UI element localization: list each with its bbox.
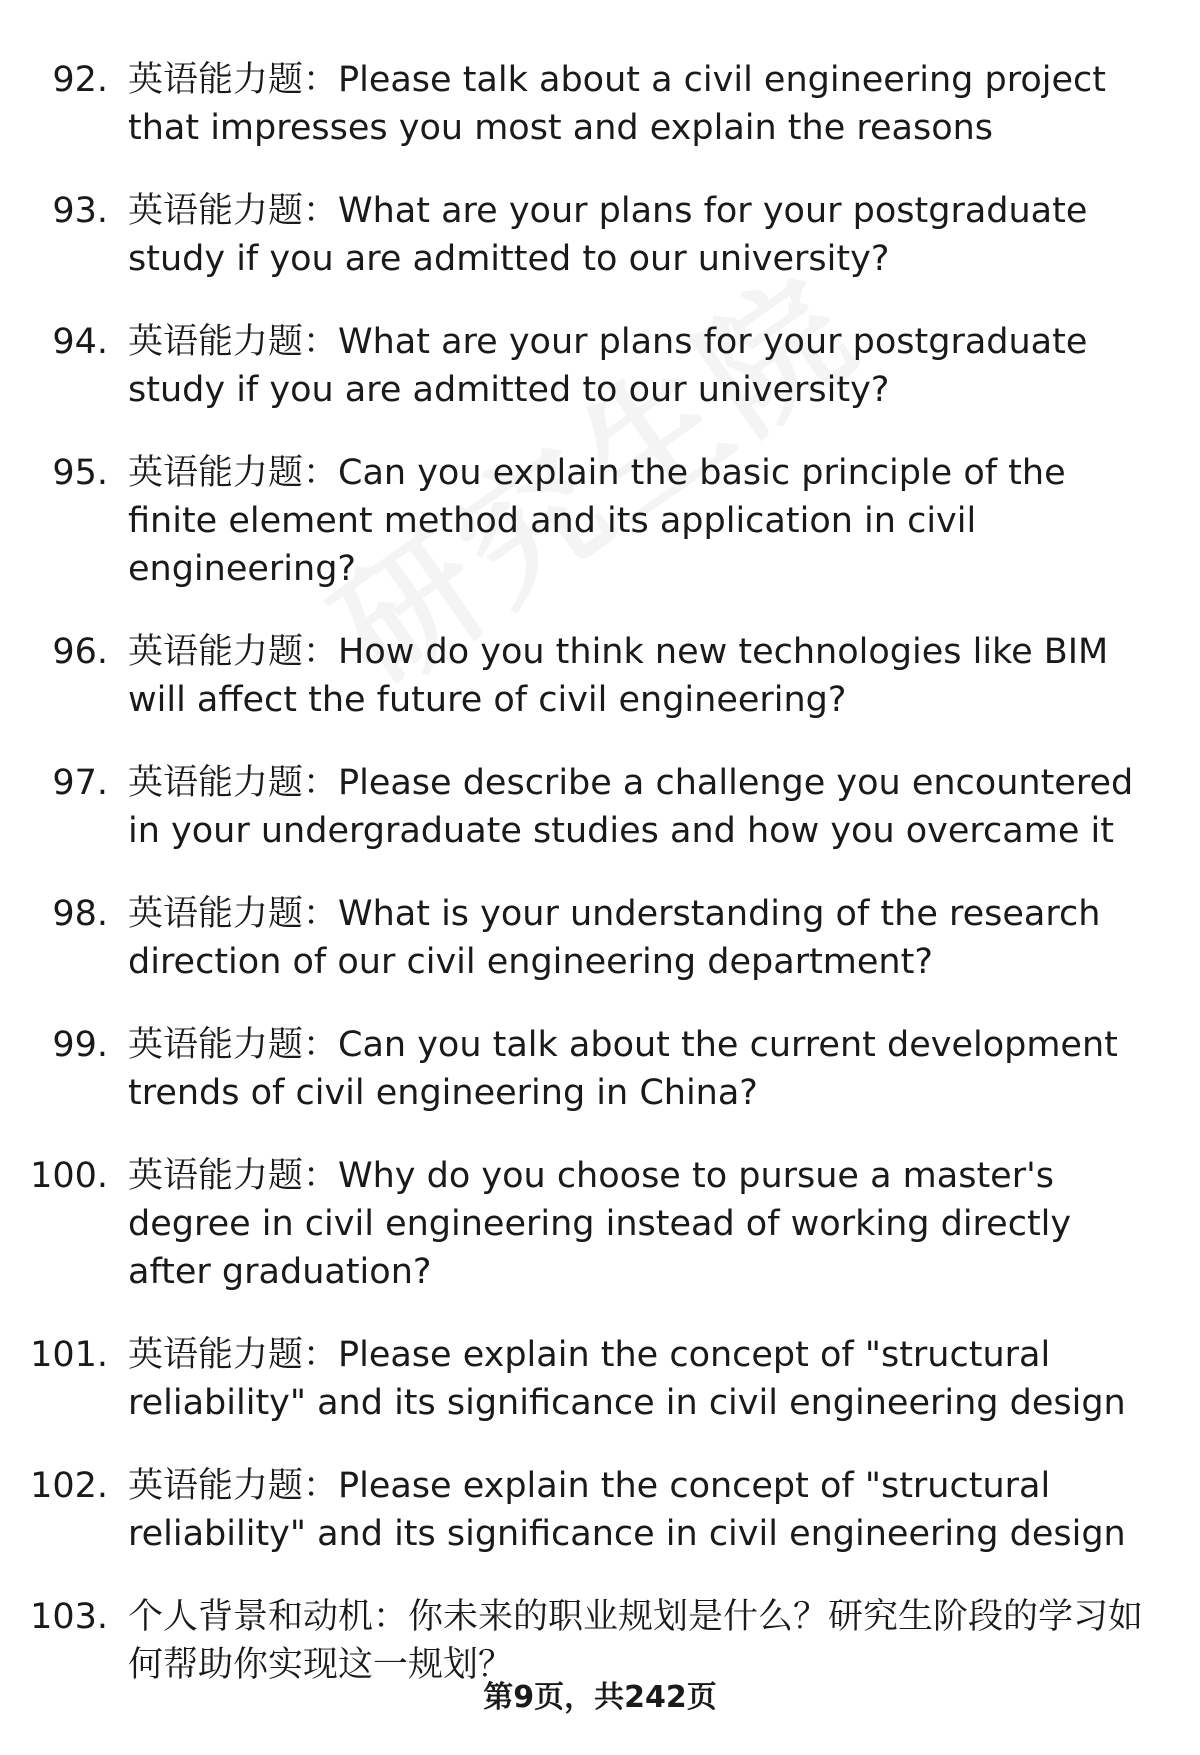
list-item	[0, 56, 1200, 152]
list-item	[0, 890, 1200, 986]
question-text: 英语能力题：Please explain the concept of "structural reliability" and its significance in civil engineering design	[128, 1466, 1126, 1554]
question-number: 101.	[30, 1335, 108, 1375]
question-text: 英语能力题：Can you explain the basic principle of the finite element method and its application in civil engineering?	[128, 453, 1066, 589]
question-text: 英语能力题：What is your understanding of the research direction of our civil engineering department?	[128, 894, 1101, 982]
list-item	[0, 1331, 1200, 1427]
question-number: 93.	[52, 191, 108, 231]
question-number: 99.	[52, 1025, 108, 1065]
list-item	[0, 318, 1200, 414]
question-text: 英语能力题：Can you talk about the current development trends of civil engineering in China?	[128, 1025, 1118, 1113]
question-text: 英语能力题：Please talk about a civil engineering project that impresses you most and explain the reasons	[128, 60, 1106, 148]
question-number: 97.	[52, 763, 108, 803]
list-item	[0, 1021, 1200, 1117]
question-list	[0, 56, 1200, 1724]
question-text: 个人背景和动机：你未来的职业规划是什么？研究生阶段的学习如何帮助你实现这一规划？	[128, 1597, 1144, 1685]
question-number: 95.	[52, 453, 108, 493]
question-number: 96.	[52, 632, 108, 672]
list-item	[0, 759, 1200, 855]
question-number: 100.	[30, 1156, 108, 1196]
question-text: 英语能力题：How do you think new technologies like BIM will affect the future of civil engineering?	[128, 632, 1109, 720]
question-number: 102.	[30, 1466, 108, 1506]
question-number: 98.	[52, 894, 108, 934]
list-item	[0, 1152, 1200, 1296]
question-text: 英语能力题：What are your plans for your postgraduate study if you are admitted to our university?	[128, 191, 1088, 279]
question-text: 英语能力题：What are your plans for your postgraduate study if you are admitted to our university?	[128, 322, 1088, 410]
question-number: 103.	[30, 1597, 108, 1637]
list-item	[0, 449, 1200, 593]
list-item	[0, 187, 1200, 283]
question-text: 英语能力题：Please explain the concept of "structural reliability" and its significance in civil engineering design	[128, 1335, 1126, 1423]
question-text: 英语能力题：Why do you choose to pursue a master's degree in civil engineering instead of working directly after graduation?	[128, 1156, 1072, 1292]
question-number: 94.	[52, 322, 108, 362]
question-text: 英语能力题：Please describe a challenge you encountered in your undergraduate studies and how you overcame it	[128, 763, 1134, 851]
list-item	[0, 1593, 1200, 1689]
page-number-footer: 第9页，共242页	[483, 1680, 717, 1715]
list-item	[0, 1462, 1200, 1558]
list-item	[0, 628, 1200, 724]
question-number: 92.	[52, 60, 108, 100]
